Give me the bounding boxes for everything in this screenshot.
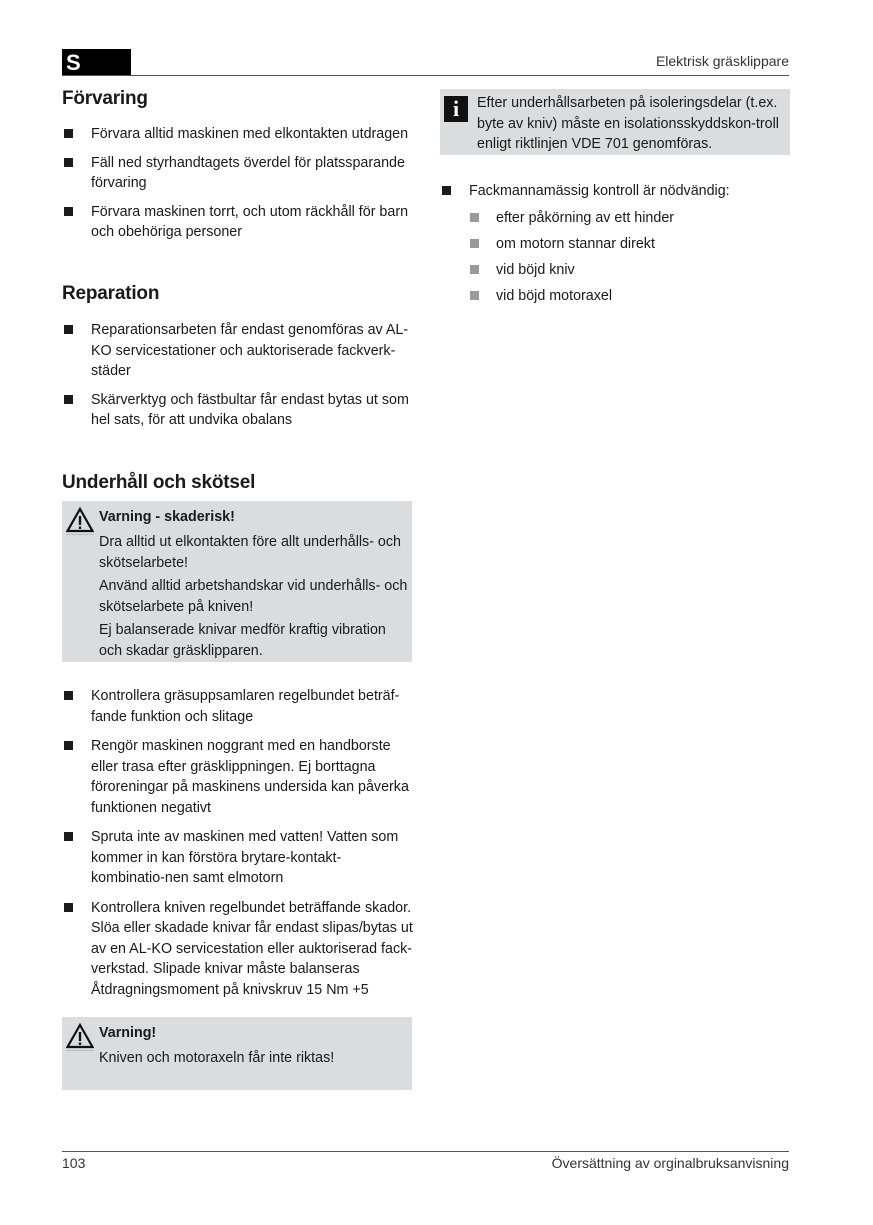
header-divider (62, 75, 789, 76)
list-item (62, 390, 414, 431)
list-item-text: Förvara alltid maskinen med elkontakten utdragen (91, 126, 409, 142)
sub-list-item (469, 260, 790, 281)
language-tab (62, 49, 131, 76)
warning-body (99, 532, 409, 664)
warning-box-injury (62, 501, 412, 662)
sub-bullet-icon (470, 291, 479, 300)
warning-paragraph: Kniven och motoraxeln får inte riktas! (99, 1050, 335, 1066)
list-item (62, 124, 414, 145)
footer-divider (62, 1151, 789, 1152)
sub-list-item-text: om motorn stannar direkt (496, 235, 655, 252)
warning-paragraph: Dra alltid ut elkontakten före allt underhålls- och skötselarbete! (99, 534, 401, 571)
warning-box-blade (62, 1017, 412, 1090)
list-item-text: Spruta inte av maskinen med vatten! Vatten som kommer in kan förstöra brytare-kontakt-kombinatio-nen samt elmotorn (91, 829, 399, 886)
sub-list-item-text: vid böjd kniv (496, 261, 575, 278)
warning-paragraph: Använd alltid arbetshandskar vid underhålls- och skötselarbete på kniven! (99, 578, 408, 615)
sub-list-item (469, 234, 790, 255)
list-item-text: Förvara maskinen torrt, och utom räckhåll för barn och obehöriga personer (91, 203, 409, 240)
list-item (62, 320, 414, 382)
list-item (62, 827, 414, 889)
warning-triangle-icon (66, 507, 94, 533)
warning-triangle-icon (66, 1023, 94, 1049)
list-item (62, 686, 414, 727)
list-item-text: Fackmannamässig kontroll är nödvändig: (469, 183, 730, 199)
sub-bullet-icon (470, 239, 479, 248)
sub-list-item-text: efter påkörning av ett hinder (496, 209, 675, 226)
bullet-icon (64, 741, 73, 750)
bullet-icon (64, 158, 73, 167)
warning-underline (66, 1050, 94, 1051)
bullet-icon (64, 325, 73, 334)
bullet-icon (442, 186, 451, 195)
sub-bullet-icon (470, 265, 479, 274)
sub-list-item (469, 286, 790, 307)
bullet-icon (64, 903, 73, 912)
list-item-text: Kontrollera kniven regelbundet beträffande skador. Slöa eller skadade knivar får endast slipas/bytas ut av en AL-KO servicestation eller auktoriserad fack-verkstad. Slipade knivar måste balanseras Åtdragningsmoment på knivskruv 15 Nm +5 (91, 899, 413, 998)
list-item (62, 736, 414, 818)
list-item-text: Kontrollera gräsuppsamlaren regelbundet beträf-fande funktion och slitage (91, 688, 400, 725)
header-title: Elektrisk gräsklippare (655, 53, 789, 69)
list-item (62, 153, 414, 194)
warning-paragraph: Ej balanserade knivar medför kraftig vibration och skadar gräsklipparen. (99, 622, 386, 659)
list-item-text: Fäll ned styrhandtagets överdel för platssparande förvaring (91, 154, 405, 191)
sub-list-item (469, 208, 790, 229)
info-box (440, 89, 790, 155)
heading-repair: Reparation (62, 283, 160, 304)
page-number: 103 (62, 1155, 86, 1171)
sub-list-item-text: vid böjd motoraxel (496, 287, 613, 304)
info-icon: i (444, 96, 468, 122)
heading-maintenance: Underhåll och skötsel (62, 472, 256, 493)
storage-list (62, 124, 414, 251)
repair-list (62, 320, 414, 439)
warning-title: Varning! (99, 1025, 157, 1041)
bullet-icon (64, 395, 73, 404)
bullet-icon (64, 207, 73, 216)
bullet-icon (64, 832, 73, 841)
footer-text: Översättning av orginalbruksanvisning (551, 1155, 789, 1171)
list-item (62, 898, 414, 1001)
sub-bullet-icon (470, 213, 479, 222)
list-item-text: Skärverktyg och fästbultar får endast bytas ut som hel sats, för att undvika obalans (91, 391, 409, 428)
info-text: Efter underhållsarbeten på isoleringsdelar (t.ex. byte av kniv) måste en isolationsskyddskon-troll enligt riktlinjen VDE 701 genomföras. (477, 95, 779, 152)
bullet-icon (64, 691, 73, 700)
list-item-text: Reparationsarbeten får endast genomföras av AL-KO servicestationer och auktoriserade fackverk-städer (91, 322, 409, 379)
inspection-sublist (469, 208, 790, 307)
warning-title: Varning - skaderisk! (99, 509, 235, 525)
inspection-list (440, 181, 790, 312)
list-item (62, 202, 414, 243)
maintenance-list (62, 686, 414, 1009)
warning-underline (66, 534, 94, 535)
list-item-text: Rengör maskinen noggrant med en handborste eller trasa efter gräsklippningen. Ej borttagna föroreningar på maskinens undersida kan påverka funktionen negativt (91, 738, 409, 816)
bullet-icon (64, 129, 73, 138)
heading-storage: Förvaring (62, 88, 148, 109)
list-item (440, 181, 790, 306)
language-code: S (66, 50, 81, 75)
warning-body (99, 1048, 409, 1072)
left-column (62, 86, 414, 1066)
